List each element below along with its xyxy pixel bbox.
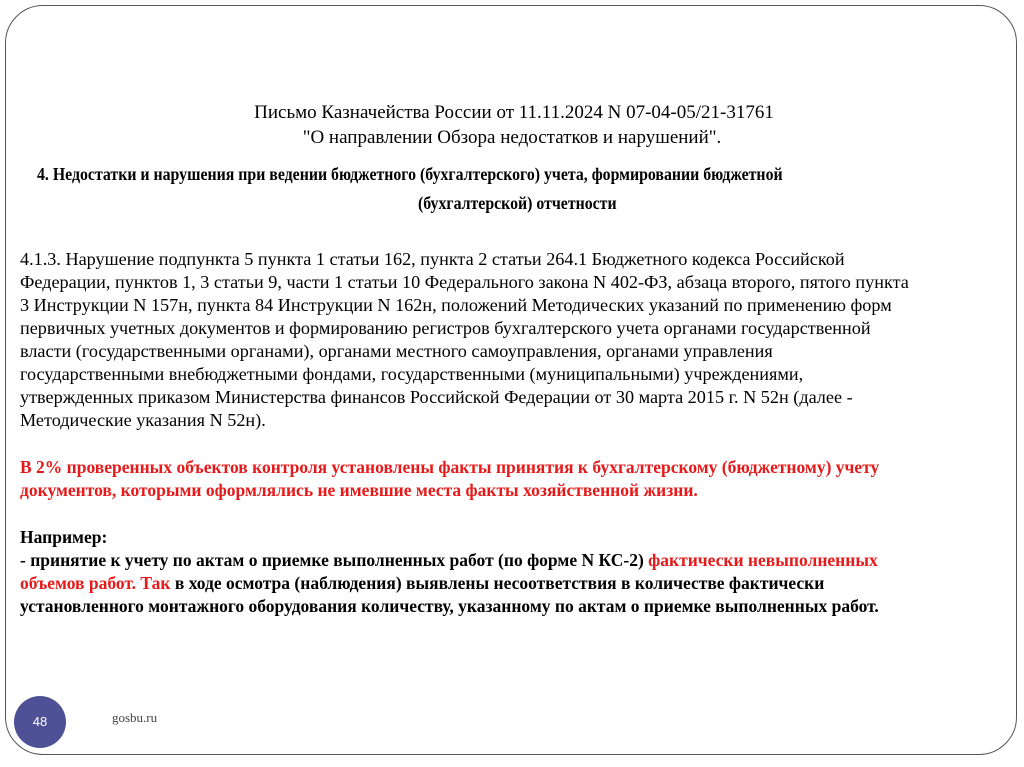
example-block — [20, 526, 990, 618]
example-row-2 — [20, 572, 990, 595]
page-number-badge: 48 — [14, 696, 66, 748]
letter-title-line-1: Письмо Казначейства России от 11.11.2024 N 07-04-05/21-31761 — [254, 102, 774, 123]
footer-site: gosbu.ru — [112, 710, 158, 725]
example-text: в ходе осмотра (наблюдения) выявлены несоответствия в количестве фактически — [170, 573, 825, 593]
highlight-line: документов, которыми оформлялись не имевшие места факты хозяйственной жизни. — [20, 480, 698, 500]
body-line: первичных учетных документов и формированию регистров бухгалтерского учета органами государственной — [20, 318, 871, 338]
highlight-finding — [20, 456, 980, 502]
body-line: Федерации, пунктов 1, 3 статьи 9, части 1 статьи 10 Федерального закона N 402-ФЗ, абзаца второго, пятого пункта — [20, 272, 909, 292]
section-heading — [0, 160, 1024, 218]
example-row-3: установленного монтажного оборудования количеству, указанному по актам о приемке выполненных работ. — [20, 596, 879, 616]
body-line: 4.1.3. Нарушение подпункта 5 пункта 1 статьи 162, пункта 2 статьи 264.1 Бюджетного кодекса Российской — [20, 249, 845, 269]
body-line: власти (государственными органами), органами местного самоуправления, органами управления — [20, 341, 773, 361]
section-heading-line-2: (бухгалтерской) отчетности — [417, 193, 617, 213]
highlight-line: В 2% проверенных объектов контроля установлены факты принятия к бухгалтерскому (бюджетному) учету — [20, 457, 880, 477]
body-line: 3 Инструкции N 157н, пункта 84 Инструкции N 162н, положений Методических указаний по применению форм — [20, 295, 892, 315]
body-line: утвержденных приказом Министерства финансов Российской Федерации от 30 марта 2015 г. N 52н (далее - — [20, 387, 853, 407]
violation-description — [20, 248, 980, 432]
example-emphasis: фактически невыполненных — [648, 550, 878, 570]
body-line: Методические указания N 52н). — [20, 410, 266, 430]
section-heading-line-1: 4. Недостатки и нарушения при ведении бюджетного (бухгалтерского) учета, формировании бюджетной — [37, 164, 783, 184]
body-line: государственными внебюджетными фондами, государственными (муниципальными) учреждениями, — [20, 364, 804, 384]
example-text: - принятие к учету по актам о приемке выполненных работ (по форме N КС-2) — [20, 550, 649, 570]
letter-title — [0, 100, 1024, 150]
example-row-1 — [20, 549, 990, 572]
letter-title-line-2: "О направлении Обзора недостатков и нарушений". — [302, 127, 722, 148]
example-emphasis: объемов работ. Так — [20, 573, 171, 593]
example-label: Например: — [20, 527, 108, 547]
